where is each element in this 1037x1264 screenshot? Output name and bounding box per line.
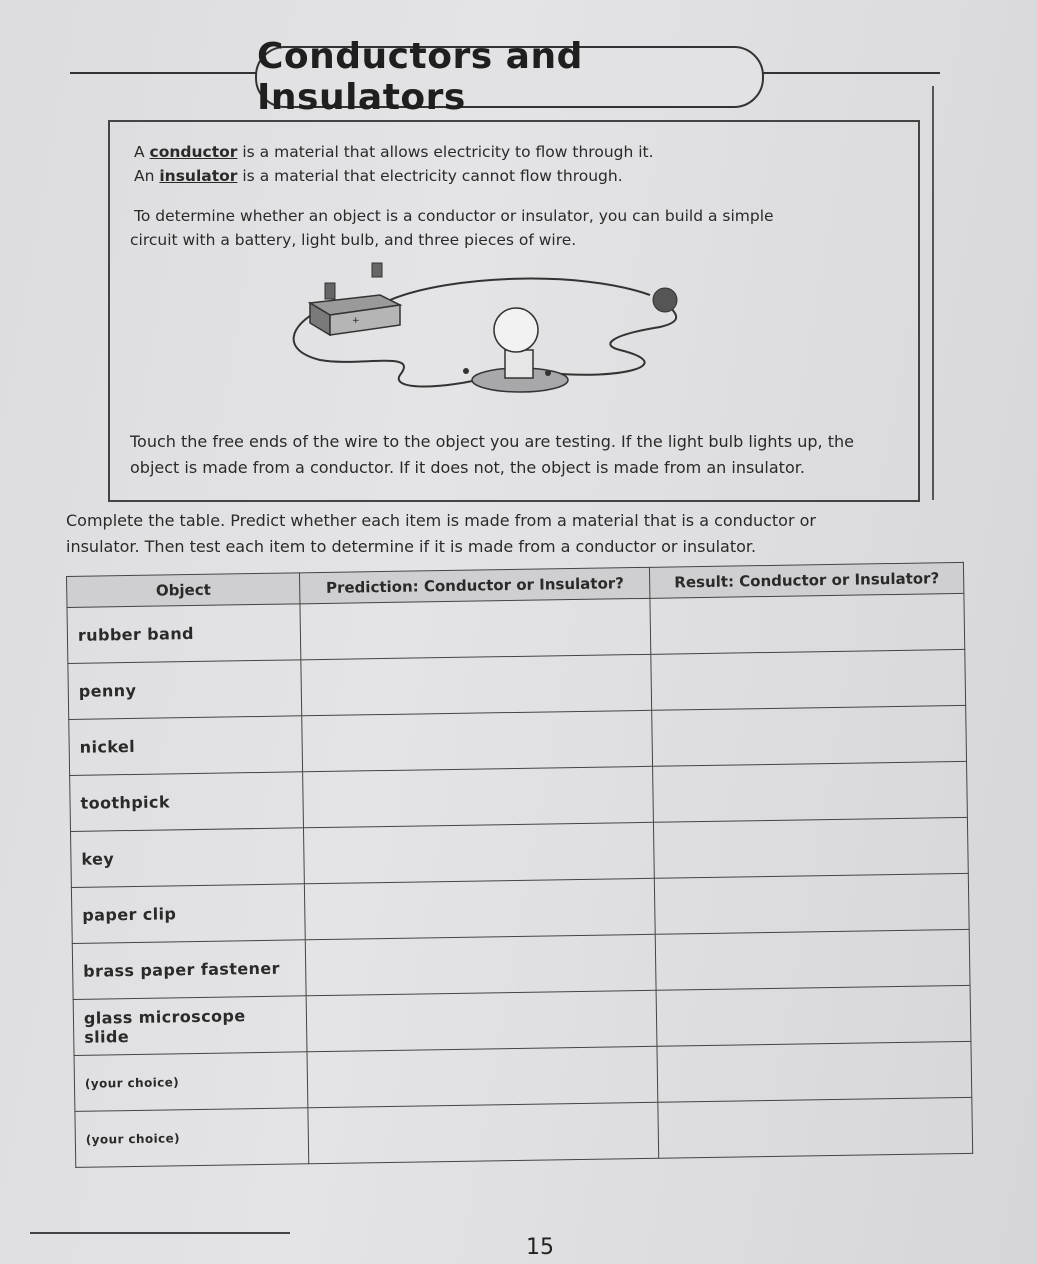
prediction-cell[interactable]	[306, 990, 657, 1051]
prediction-cell[interactable]	[301, 654, 652, 715]
result-cell[interactable]	[653, 761, 968, 822]
wire-clip-icon	[653, 288, 677, 312]
insulator-definition	[134, 164, 623, 188]
prediction-cell[interactable]	[302, 710, 653, 771]
object-cell: paper clip	[71, 884, 305, 944]
insulator-term: insulator	[159, 167, 238, 185]
page-title: Conductors and Insulators	[255, 46, 764, 108]
object-cell: toothpick	[70, 772, 304, 832]
header-prediction: Prediction: Conductor or Insulator?	[300, 567, 650, 603]
prediction-cell[interactable]	[303, 766, 654, 827]
circuit-illustration	[280, 255, 700, 415]
object-cell: key	[71, 828, 305, 888]
result-cell[interactable]	[656, 985, 971, 1046]
result-cell[interactable]	[650, 593, 965, 654]
conductor-definition	[134, 140, 654, 164]
article-text: An	[134, 167, 160, 185]
insulator-def-text: is a material that electricity cannot flow through.	[237, 167, 623, 185]
touch-line-2: object is made from a conductor. If it does not, the object is made from an insulator.	[130, 458, 805, 477]
results-table	[66, 562, 973, 1168]
object-cell: glass microscope slide	[73, 996, 307, 1056]
intro-frame-line	[932, 86, 934, 500]
prediction-cell[interactable]	[308, 1102, 659, 1163]
object-cell: nickel	[69, 716, 303, 776]
object-cell: (your choice)	[74, 1052, 308, 1112]
instructions	[66, 508, 916, 560]
result-cell[interactable]	[651, 649, 966, 710]
result-cell[interactable]	[655, 929, 970, 990]
header-result: Result: Conductor or Insulator?	[650, 562, 964, 598]
conductor-term: conductor	[149, 143, 238, 161]
wire-top	[390, 279, 650, 300]
object-cell: (your choice)	[75, 1108, 309, 1168]
wire-right	[550, 300, 676, 375]
object-cell: penny	[68, 660, 302, 720]
object-cell: rubber band	[67, 604, 301, 664]
result-cell[interactable]	[652, 705, 967, 766]
object-cell: brass paper fastener	[72, 940, 306, 1000]
prediction-cell[interactable]	[305, 878, 656, 939]
result-cell[interactable]	[657, 1041, 972, 1102]
light-bulb-icon	[463, 308, 568, 392]
article-text: A	[134, 143, 150, 161]
instructions-line-2: insulator. Then test each item to determine if it is made from a conductor or insulator.	[66, 537, 757, 556]
determine-line-1: To determine whether an object is a conductor or insulator, you can build a simple	[134, 207, 774, 225]
result-cell[interactable]	[658, 1097, 973, 1158]
prediction-cell[interactable]	[300, 598, 651, 659]
bottom-rule	[30, 1232, 290, 1234]
svg-text:+: +	[352, 316, 360, 326]
result-cell[interactable]	[654, 817, 969, 878]
page-number: 15	[526, 1235, 554, 1260]
prediction-cell[interactable]	[304, 822, 655, 883]
determine-line-2: circuit with a battery, light bulb, and three pieces of wire.	[130, 231, 577, 249]
conductor-def-text: is a material that allows electricity to flow through it.	[237, 143, 654, 161]
result-cell[interactable]	[655, 873, 970, 934]
battery-icon	[310, 263, 400, 335]
touch-line-1: Touch the free ends of the wire to the object you are testing. If the light bulb lights up, the	[130, 432, 854, 451]
header-object: Object	[67, 573, 301, 608]
instructions-line-1: Complete the table. Predict whether each item is made from a material that is a conductor or	[66, 511, 816, 530]
prediction-cell[interactable]	[306, 934, 657, 995]
prediction-cell[interactable]	[307, 1046, 658, 1107]
